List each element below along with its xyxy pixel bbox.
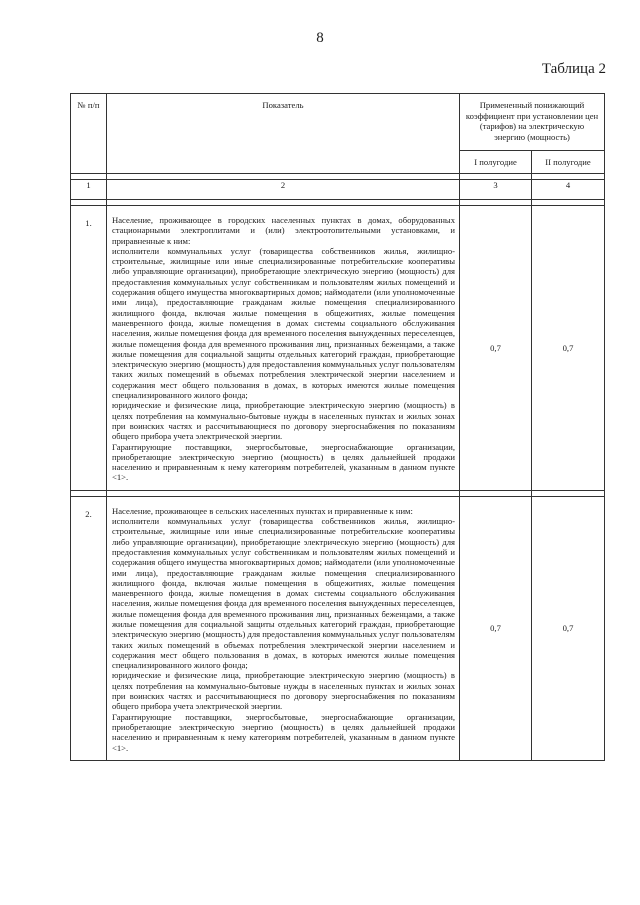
description-paragraph: Гарантирующие поставщики, энергосбытовые, энергоснабжающие организации, приобретающие электрическую энергию (мощность) в целях дальнейшей продажи населению и приравненным к нему категориям потребителей, указанным в данном пункте <1>. xyxy=(112,711,455,753)
page-number: 8 xyxy=(316,30,324,46)
value-half2: 0,7 xyxy=(532,496,605,760)
column-numbers-row xyxy=(71,180,605,200)
row-number: 1. xyxy=(71,206,107,491)
description-paragraph: юридические и физические лица, приобретающие электрическую энергию (мощность) в целях потребления на коммунально-бытовые нужды в населенных пунктах и жилых зонах при воинских частях и рассчитывающиеся по договору энергоснабжения по показаниям общего прибора учета электрической энергии. xyxy=(112,670,455,712)
value-half1: 0,7 xyxy=(460,206,532,491)
row-number: 2. xyxy=(71,496,107,760)
header-num: № п/п xyxy=(71,94,107,174)
column-number: 3 xyxy=(460,180,532,200)
column-number: 1 xyxy=(71,180,107,200)
row-description xyxy=(107,496,460,760)
table-caption: Таблица 2 xyxy=(541,61,606,77)
description-paragraph: исполнители коммунальных услуг (товарищества собственников жилья, жилищно-строительные, жилищные или иные специализированные потребительские кооперативы либо управляющие организации), приобретающие электрическую энергию (мощность) для предоставления коммунальных услуг собственникам и пользователям жилых помещений и содержания общего имущества многоквартирных домов; наймодатели (или уполномоченные ими лица), предоставляющие гражданам жилые помещения специализированного жилищного фонда, включая жилые помещения в общежитиях, жилые помещения маневренного фонда, жилые помещения в домах системы социального обслуживания населения, жилые помещения фонда для временного поселения вынужденных переселенцев, жилые помещения фонда для временного проживания лиц, признанных беженцами, а также жилые помещения для социальной защиты отдельных категорий граждан, приобретающие электрическую энергию (мощность) для предоставления коммунальных услуг пользователям таких жилых помещений в объемах потребления электрической энергии населением и содержания мест общего пользования в домах, в которых имеются жилые помещения специализированного жилого фонда; xyxy=(112,516,455,671)
table-header-row xyxy=(71,94,605,151)
description-paragraph: Население, проживающее в сельских населенных пунктах и приравненные к ним: xyxy=(112,505,413,516)
header-half1: I полугодие xyxy=(460,151,532,174)
value-half2: 0,7 xyxy=(532,206,605,491)
header-half2: II полугодие xyxy=(532,151,605,174)
description-paragraph: Гарантирующие поставщики, энергосбытовые, энергоснабжающие организации, приобретающие электрическую энергию (мощность) в целях дальнейшей продажи населению и приравненным к нему категориям потребителей, указанным в данном пункте <1>. xyxy=(112,441,455,483)
description-paragraph: Население, проживающее в городских населенных пунктах в домах, оборудованных стационарными электроплитами и (или) электроотопительными установками, и приравненные к ним: xyxy=(112,215,455,246)
table-row xyxy=(71,206,605,491)
description-paragraph: юридические и физические лица, приобретающие электрическую энергию (мощность) в целях потребления на коммунально-бытовые нужды в населенных пунктах и жилых зонах при воинских частях и рассчитывающиеся по договору энергоснабжения по показаниям общего прибора учета электрической энергии. xyxy=(112,400,455,442)
column-number: 2 xyxy=(107,180,460,200)
table-row xyxy=(71,496,605,760)
value-half1: 0,7 xyxy=(460,496,532,760)
header-coefficient: Примененный понижающий коэффициент при установлении цен (тарифов) на электрическую энергию (мощность) xyxy=(460,94,605,151)
coefficient-table xyxy=(70,93,605,761)
description-paragraph: исполнители коммунальных услуг (товарищества собственников жилья, жилищно-строительные, жилищные или иные специализированные потребительские кооперативы либо управляющие организации), приобретающие электрическую энергию (мощность) для предоставления коммунальных услуг собственникам и пользователям жилых помещений и содержания общего имущества многоквартирных домов; наймодатели (или уполномоченные ими лица), предоставляющие гражданам жилые помещения специализированного жилищного фонда, включая жилые помещения в общежитиях, жилые помещения маневренного фонда, жилые помещения в домах системы социального обслуживания населения, жилые помещения фонда для временного поселения вынужденных переселенцев, жилые помещения фонда для временного проживания лиц, признанных беженцами, а также жилые помещения для социальной защиты отдельных категорий граждан, приобретающие электрическую энергию (мощность) для предоставления коммунальных услуг пользователям таких жилых помещений в объемах потребления электрической энергии населением и содержания мест общего пользования в домах, в которых имеются жилые помещения специализированного жилого фонда; xyxy=(112,245,455,401)
row-description xyxy=(107,206,460,491)
header-indicator: Показатель xyxy=(107,94,460,174)
column-number: 4 xyxy=(532,180,605,200)
